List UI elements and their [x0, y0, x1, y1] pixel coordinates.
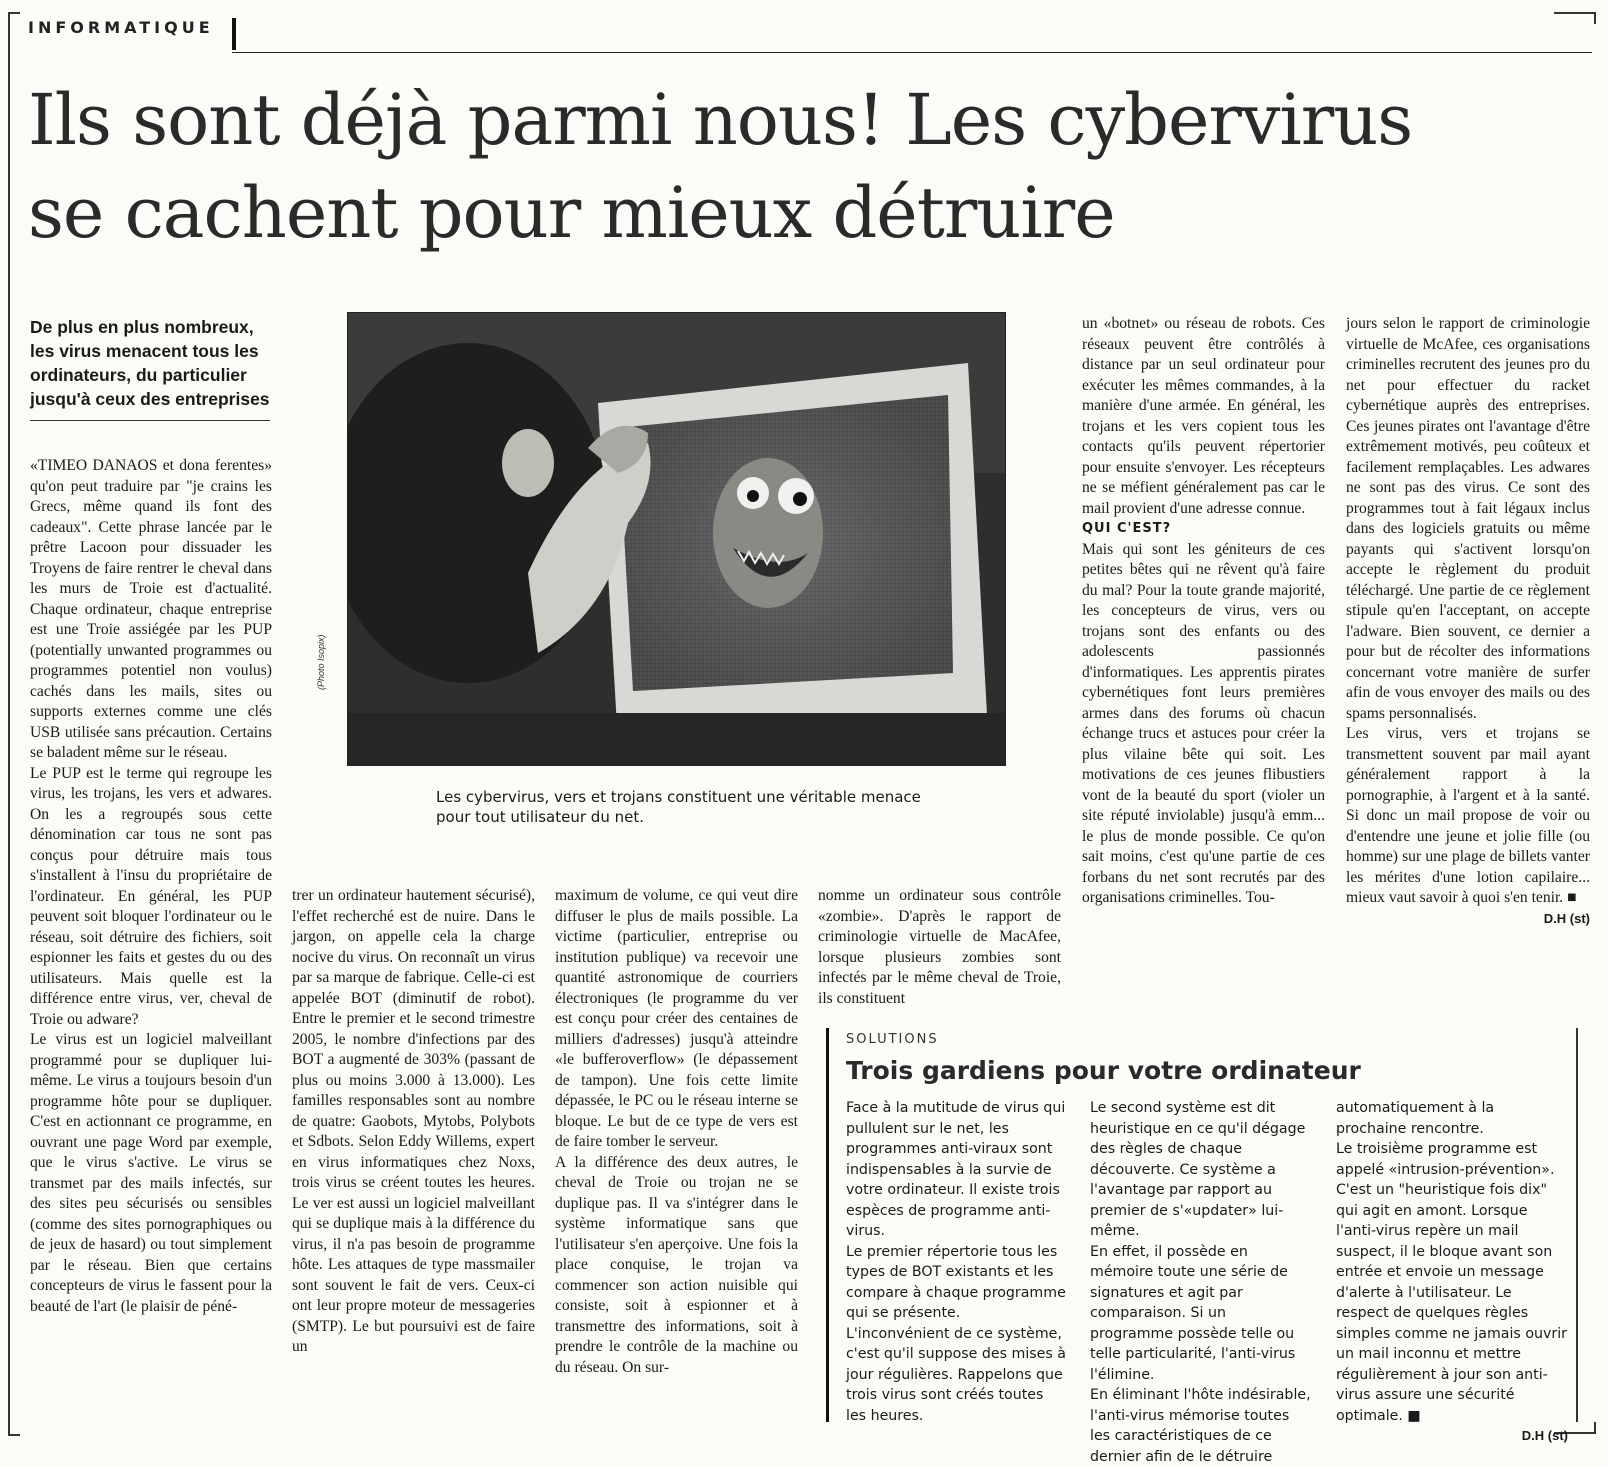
- rubric-divider: [232, 18, 236, 50]
- box-left-rule: [826, 1028, 829, 1422]
- article-paragraph: maximum de volume, ce qui veut dire diffuser le plus de mails possible. La victime (particulier, entreprise ou institution publique) va recevoir une quantité astronomique de courriers électroniques (le programme du ver est conçu pour créer des centaines de milliers d'adresses) jusqu'à atteindre «le bufferoverflow» (le dépassement de tampon). Une fois cette limite dépassée, le PC ou le réseau interne se bloque. Le but de ce type de vers est de faire tomber le serveur.: [555, 887, 798, 1150]
- box-kicker: SOLUTIONS: [846, 1032, 939, 1047]
- article-paragraph: Les virus, vers et trojans se transmettent souvent par mail ayant généralement rapport à la pornographie, à l'argent et à la santé. Si donc un mail propose de voir ou d'entendre une jeune et jolie fille (ou homme) sur une plage de billets vanter les mérites d'une lotion capilaire... mieux vaut savoir à quoi s'en tenir. ■: [1346, 725, 1590, 906]
- top-rule: [232, 52, 1592, 53]
- article-paragraph: trer un ordinateur hautement sécurisé), l'effet recherché est de nuire. Dans le jargon, on appelle cela la charge nocive du virus. On reconnaît un virus par sa marque de fabrique. Celle-ci est appelée BOT (diminutif de robot). Entre le premier et le second trimestre 2005, le nombre d'infections par des BOT a augmenté de 303% (passant de plus ou moins 3.000 à 13.000). Les familles responsables sont au nombre de quatre: Gaobots, Mytobs, Polybots et Sdbots. Selon Eddy Willems, expert en virus informatiques chez Noxs, trois virus se créent toutes les heures. Le ver est aussi un logiciel malveillant qui se duplique mais à la différence du virus, il n'a pas besoin de programme hôte. Les attaques de type massmailer sont souvent le fait de vers. Ceux-ci ont leur propre moteur de messageries (SMTP). Le but poursuivi est de faire un: [292, 887, 535, 1355]
- headline-line-2: se cachent pour mieux détruire: [28, 172, 1115, 254]
- article-column-4: [818, 886, 1061, 1009]
- article-paragraph: Le PUP est le terme qui regroupe les virus, les trojans, les vers et adwares. On les a regroupés sous cette dénomination car tous ne sont pas conçus pour détruire mais tous s'installent à l'insu du propriétaire de l'ordinateur. En général, les PUP peuvent soit bloquer l'ordinateur ou le réseau, soit détruire des fichiers, soit espionner les faits et gestes du ou des utilisateurs. Mais quelle est la différence entre virus, ver, cheval de Troie ou adware?: [30, 764, 272, 1028]
- box-column-3: [1336, 1098, 1568, 1447]
- frame-top-right-corner: [1554, 12, 1596, 24]
- article-column-1: [30, 456, 272, 1317]
- article-paragraph: un «botnet» ou réseau de robots. Ces réseaux peuvent être contrôlés à distance par un seul ordinateur pour exécuter les mêmes commandes, à la manière d'une armée. En général, les trojans et les vers copient tous les contacts qu'ils peuvent répertorier pour ensuite s'envoyer. Les récepteurs ne se méfient généralement pas car le mail provient d'une adresse connue.: [1082, 315, 1325, 517]
- box-paragraph: automatiquement à la prochaine rencontre.: [1336, 1100, 1495, 1137]
- article-column-3: [555, 886, 798, 1378]
- box-paragraph: En effet, il possède en mémoire toute une série de signatures et agit par comparaison. Si un programme possède telle ou telle particularité, l'anti-virus l'élimine.: [1090, 1243, 1296, 1383]
- lead-paragraph: De plus en plus nombreux, les virus menacent tous les ordinateurs, du particulier jusqu'à ceux des entreprises: [30, 317, 270, 409]
- box-paragraph: Le troisième programme est appelé «intrusion-prévention». C'est un "heuristique fois dix" qui agit en amont. Lorsque l'anti-virus repère un mail suspect, il le bloque avant son entrée et envoie un message d'alerte à l'utilisateur. Le respect de quelques règles simples comme ne jamais ouvrir un mail inconnu et mettre régulièrement à jour son anti-virus assure une sécurité optimale. ■: [1336, 1141, 1567, 1424]
- frame-left-bracket: [8, 12, 20, 1436]
- article-column-2: [292, 886, 535, 1358]
- article-column-5: [1082, 314, 1325, 909]
- lead-rule: [30, 420, 270, 421]
- box-paragraph: Le second système est dit heuristique en ce qu'il dégage des règles de chaque découverte. Ce système a l'avantage par rapport au premier de s'«updater» lui-même.: [1090, 1100, 1306, 1239]
- box-column-2: [1090, 1098, 1312, 1467]
- photo-credit: (Photo Isopix): [316, 634, 326, 690]
- box-paragraph: Face à la mutitude de virus qui pullulent sur le net, les programmes anti-viraux sont indispensables à la survie de votre ordinateur. Il existe trois espèces de programme anti-virus.: [846, 1100, 1066, 1239]
- headline: [28, 74, 1588, 260]
- section-rubric: INFORMATIQUE: [28, 18, 214, 37]
- article-paragraph: nomme un ordinateur sous contrôle «zombie». D'après le rapport de criminologie virtuelle de MacAfee, lorsque plusieurs zombies sont infectés par le même cheval de Troie, ils constituent: [818, 887, 1061, 1007]
- article-paragraph: Mais qui sont les géniteurs de ces petites bêtes qui ne rêvent qu'à faire du mal? Pour la toute grande majorité, les concepteurs de virus, vers ou trojans sont des enfants ou des adolescents passionnés d'informatiques. Les apprentis pirates cybernétiques font leurs premières armes dans des forums où chacun échange trucs et astuces pour créer la plus vilaine bête qui soit. Les motivations de ces jeunes flibustiers vont de la beauté du sport (violer un site réputé inviolable) jusqu'à emm... le plus de monde possible. Ce qu'on sait moins, c'est qu'une partie de ces forbans du net sont recrutés par des organisations criminelles. Tou-: [1082, 540, 1325, 906]
- photo-caption: Les cybervirus, vers et trojans constituent une véritable menace pour tout utilisateur du net.: [436, 788, 921, 826]
- box-signature: D.H (st): [1521, 1428, 1568, 1443]
- virus-monitor-illustration: [348, 313, 1005, 765]
- box-column-1: [846, 1098, 1066, 1426]
- box-right-rule: [1576, 1028, 1578, 1422]
- article-paragraph: Le virus est un logiciel malveillant programmé pour se dupliquer lui-même. Le virus a toujours besoin d'un programme hôte pour se dupliquer. C'est en actionnant ce programme, en ouvrant une page Word par exemple, que le virus s'active. Le virus se transmet par des mails infectés, sur des sites peu sécurisés ou sensibles (comme des sites pornographiques ou de jeux de hasard) ou tout simplement par le réseau. Bien que certains concepteurs de virus le fassent pour la beauté de l'art (le plaisir de péné-: [30, 1031, 272, 1315]
- box-title: Trois gardiens pour votre ordinateur: [846, 1056, 1361, 1085]
- article-paragraph: A la différence des deux autres, le cheval de Troie ou trojan ne se duplique pas. Il va s'intégrer dans le système informatique sans que l'utilisateur s'en aperçoive. Une fois la place conquise, le trojan va commencer son action nuisible qui consiste, soit à espionner et à transmettre des informations, soit à prendre le contrôle de la machine ou du réseau. On sur-: [555, 1153, 798, 1376]
- headline-line-1: Ils sont déjà parmi nous! Les cybervirus: [28, 79, 1413, 161]
- article-photo: [347, 312, 1006, 766]
- box-paragraph: Le premier répertorie tous les types de BOT existants et les compare à chaque programme qui se présente. L'inconvénient de ce système, c'est qu'il suppose des mises à jour régulières. Rappelons que trois virus sont créés toutes les heures.: [846, 1243, 1067, 1424]
- article-paragraph: «TIMEO DANAOS et dona ferentes» qu'on peut traduire par "je crains les Grecs, même quand ils font des cadeaux". Cette phrase lancée par le prêtre Lacoon pour dissuader les Troyens de faire rentrer le cheval dans les murs de Troie est d'actualité. Chaque ordinateur, chaque entreprise est une Troie assiégée par les PUP (potentially unwanted programmes ou programmes potentiel non voulus) cachés dans les mails, sites ou supports externes comme une clés USB utilisée sans précaution. Certains se baladent même sur le réseau.: [30, 457, 272, 761]
- subhead-qui-cest: QUI C'EST?: [1082, 521, 1172, 536]
- article-column-6: [1346, 314, 1590, 929]
- article-paragraph: jours selon le rapport de criminologie virtuelle de McAfee, ces organisations criminelles recrutent des jeunes pro du net pour effectuer du racket cybernétique auprès des entreprises. Ces jeunes pirates ont l'avantage d'être extrêmement motivés, peu coûteux et facilement remplaçables. Les adwares ne sont pas des virus. Ce sont des programmes tout à fait légaux inclus dans des logiciels gratuits ou même payants qui s'activent lorsqu'on accepte le règlement du produit téléchargé. Une partie de ce règlement stipule qu'en l'acceptant, on accepte l'adware. Bien souvent, ce dernier a pour but de récolter des informations concernant votre manière de surfer afin de vous envoyer des mails ou des spams personnalisés.: [1346, 315, 1590, 722]
- box-paragraph: En éliminant l'hôte indésirable, l'anti-virus mémorise toutes les caractéristiques de ce dernier afin de le détruire: [1090, 1387, 1311, 1465]
- article-signature: D.H (st): [1543, 910, 1590, 926]
